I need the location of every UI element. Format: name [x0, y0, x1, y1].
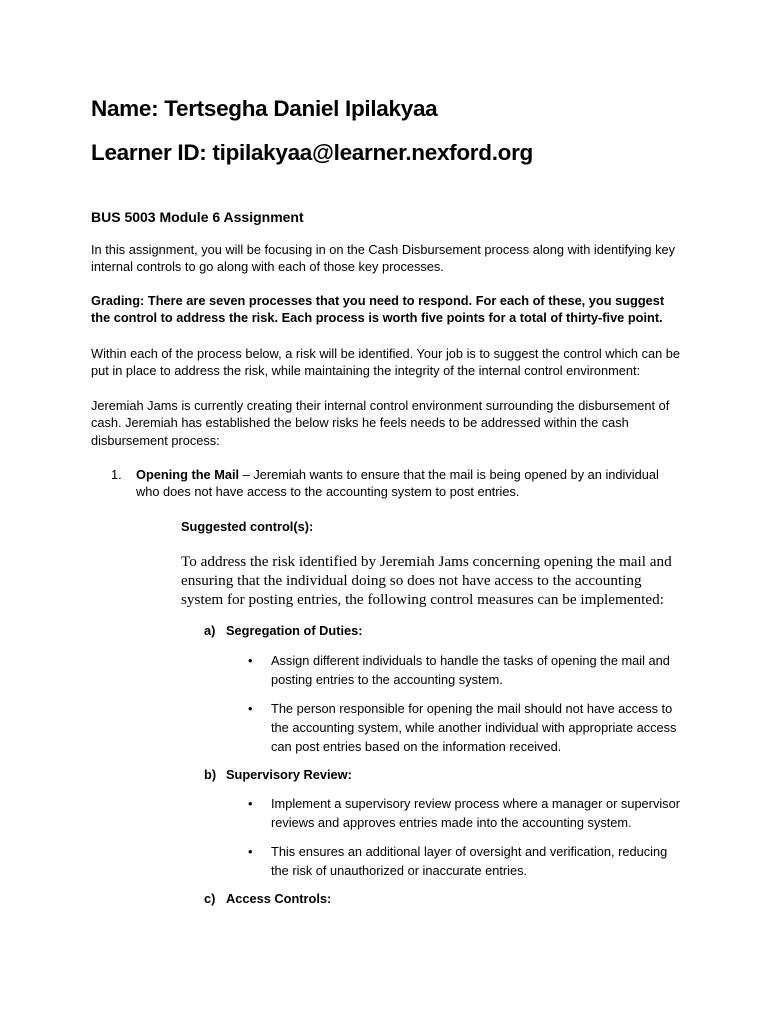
control-heading-a [204, 623, 363, 638]
control-letter: a) [204, 623, 216, 638]
intro-paragraph: In this assignment, you will be focusing in on the Cash Disbursement process along with identifying key internal controls to go along with each of those key processes. [91, 242, 675, 275]
process-number: 1. [111, 467, 122, 482]
control-title: Segregation of Duties: [226, 623, 363, 638]
control-title: Access Controls: [226, 891, 332, 906]
process-description: – Jeremiah wants to ensure that the mail is being opened by an individual who does not have access to the accounting system to post entries. [136, 467, 659, 500]
control-heading-b [204, 767, 352, 782]
student-name-heading: Name: Tertsegha Daniel Ipilakyaa [91, 96, 438, 121]
control-letter: c) [204, 891, 216, 906]
process-text [136, 466, 681, 501]
bullet-text: The person responsible for opening the mail should not have access to the accounting system, while another individual with appropriate access can post entries based on the information received. [271, 701, 677, 755]
response-intro: To address the risk identified by Jeremiah Jams concerning opening the mail and ensuring that the individual doing so does not have access to the accounting system for posting entries, the following control measures can be implemented: [181, 553, 672, 608]
bullet-text: Assign different individuals to handle the tasks of opening the mail and posting entries to the accounting system. [271, 653, 670, 688]
bullet-icon: • [248, 796, 253, 811]
instructions-paragraph: Within each of the process below, a risk will be identified. Your job is to suggest the control which can be put in place to address the risk, while maintaining the integrity of the internal control environment: [91, 346, 680, 379]
control-letter: b) [204, 767, 217, 782]
suggested-controls-label: Suggested control(s): [181, 519, 314, 534]
bullet-icon: • [248, 701, 253, 716]
bullet-text: This ensures an additional layer of oversight and verification, reducing the risk of unauthorized or inaccurate entries. [271, 844, 668, 879]
process-title: Opening the Mail [136, 467, 240, 482]
control-title: Supervisory Review: [226, 767, 352, 782]
bullet-icon: • [248, 653, 253, 668]
bullet-text: Implement a supervisory review process where a manager or supervisor reviews and approves entries made into the accounting system. [271, 796, 680, 831]
control-heading-c [204, 891, 331, 906]
learner-id-heading: Learner ID: tipilakyaa@learner.nexford.org [91, 140, 533, 165]
bullet-icon: • [248, 844, 253, 859]
grading-paragraph: Grading: There are seven processes that you need to respond. For each of these, you suggest the control to address the risk. Each process is worth five points for a total of thirty-five point. [91, 293, 665, 326]
assignment-title: BUS 5003 Module 6 Assignment [91, 209, 304, 225]
context-paragraph: Jeremiah Jams is currently creating their internal control environment surrounding the disbursement of cash. Jeremiah has established the below risks he feels needs to be addressed within the cash disbursement process: [91, 398, 670, 448]
